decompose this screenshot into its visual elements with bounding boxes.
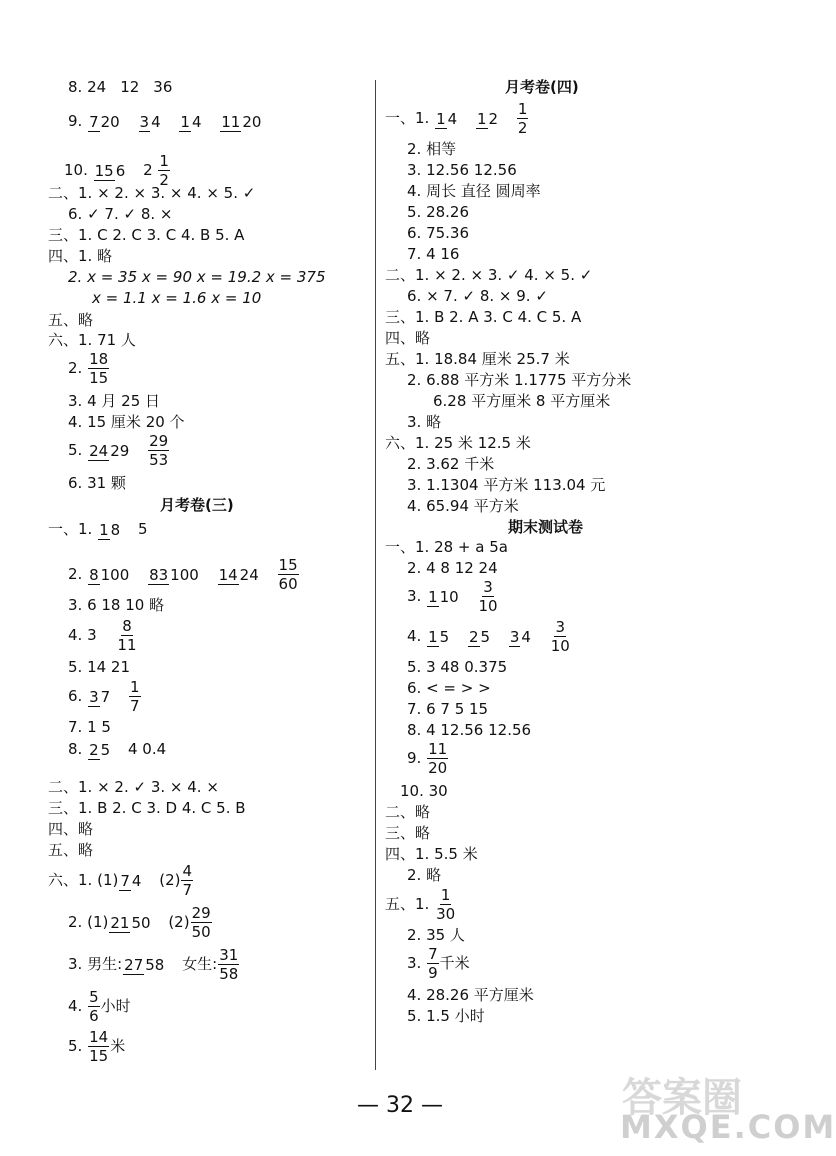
exam3-section-6-4: 4. $\frac{5}{6}$ 小时	[68, 988, 131, 1025]
fraction: $\frac{1}{30}$	[436, 886, 456, 923]
exam3-q2: 2. 8 100 83 100 14 24 $\frac{15}{60}$	[68, 556, 298, 593]
exam4-section-6-2: 2. 3.62 千米	[407, 455, 495, 473]
section-6-2: 2. $\frac{18}{15}$	[68, 350, 109, 387]
final-q3: 3. 1 10 $\frac{3}{10}$	[407, 578, 498, 615]
fraction: $\frac{4}{7}$	[182, 862, 193, 899]
answer-9: 9. 7 20 3 4 1 4 11 20	[68, 112, 262, 131]
fraction: 11 20	[221, 112, 262, 131]
exam4-section-5-1: 五、1. 18.84 厘米 25.7 米	[385, 350, 570, 368]
final-section-3: 三、略	[385, 824, 431, 842]
section-4-2b: x = 1.1 x = 1.6 x = 10	[92, 289, 262, 307]
exam3-q8: 8. 2 5 4 0.4	[68, 740, 167, 759]
section-6-4: 4. 15 厘米 20 个	[68, 413, 185, 431]
exam4-q6: 6. 75.36	[407, 224, 470, 242]
exam4-section-3: 三、1. B 2. A 3. C 4. C 5. A	[385, 308, 582, 326]
exam4-q5: 5. 28.26	[407, 203, 470, 221]
fraction: 3 4	[509, 627, 531, 646]
exam4-q3: 3. 12.56 12.56	[407, 161, 517, 179]
exam3-section-6-3: 3. 男生: 27 58 女生: $\frac{31}{58}$	[68, 946, 239, 983]
fraction: 3 4	[139, 112, 161, 131]
final-q2: 2. 4 8 12 24	[407, 559, 498, 577]
section-4-2a: 2. x = 35 x = 90 x = 19.2 x = 375	[68, 268, 326, 286]
exam4-q7: 7. 4 16	[407, 245, 460, 263]
final-section-5-3: 3. $\frac{7}{9}$ 千米	[407, 945, 470, 982]
final-section-5-5: 5. 1.5 小时	[407, 1007, 485, 1025]
exam4-section-5-2a: 2. 6.88 平方米 1.1775 平方分米	[407, 371, 632, 389]
fraction: 14 24	[218, 565, 259, 584]
section-6-5: 5. 24 29 $\frac{29}{53}$	[68, 432, 169, 469]
section-3: 三、1. C 2. C 3. C 4. B 5. A	[48, 226, 245, 244]
final-q10: 10. 30	[400, 782, 448, 800]
final-section-5-4: 4. 28.26 平方厘米	[407, 986, 534, 1004]
exam4-q4: 4. 周长 直径 圆周率	[407, 182, 541, 200]
page-number: — 32 —	[357, 1093, 443, 1118]
answer-8: 8. 24 12 36	[68, 78, 173, 96]
section-4-1: 四、1. 略	[48, 247, 113, 265]
exam4-section-4: 四、略	[385, 329, 431, 347]
section-5: 五、略	[48, 311, 94, 329]
section-6-3: 3. 4 月 25 日	[68, 392, 161, 410]
watermark-logo: 答案圈	[622, 1075, 742, 1121]
fraction: 2 5	[89, 740, 111, 759]
exam3-section-5: 五、略	[48, 841, 94, 859]
exam3-q5: 5. 14 21	[68, 658, 131, 676]
final-q5: 5. 3 48 0.375	[407, 658, 508, 676]
fraction: $\frac{15}{60}$	[278, 556, 298, 593]
final-section-5-1: 五、1. $\frac{1}{30}$	[385, 886, 456, 923]
answer-10: 10. 15 6 2 $\frac{1}{2}$	[64, 152, 169, 189]
fraction: 7 20	[89, 112, 120, 131]
exam4-section-2a: 二、1. × 2. × 3. ✓ 4. × 5. ✓	[385, 266, 593, 284]
exam4-section-6-1: 六、1. 25 米 12.5 米	[385, 434, 531, 452]
section-6-1: 六、1. 71 人	[48, 331, 136, 349]
fraction: $\frac{8}{11}$	[117, 617, 137, 654]
final-section-4-2: 2. 略	[407, 866, 442, 884]
fraction: 1 2	[476, 109, 499, 128]
fraction: $\frac{31}{58}$	[219, 946, 239, 983]
exam3-title: 月考卷(三)	[160, 496, 234, 514]
fraction: $\frac{14}{15}$	[89, 1028, 109, 1065]
fraction: $\frac{7}{9}$	[428, 945, 438, 982]
final-q7: 7. 6 7 5 15	[407, 700, 489, 718]
exam3-q7: 7. 1 5	[68, 718, 111, 736]
exam3-q3: 3. 6 18 10 略	[68, 596, 165, 614]
fraction: $\frac{3}{10}$	[550, 618, 570, 655]
fraction: $\frac{11}{20}$	[428, 740, 448, 777]
fraction: $\frac{1}{2}$	[517, 100, 528, 137]
final-q4: 4. 1 5 2 5 3 4 $\frac{3}{10}$	[407, 618, 570, 655]
fraction: 1 10	[428, 587, 459, 606]
fraction: 1 4	[436, 109, 458, 128]
exam3-q4: 4. 3 $\frac{8}{11}$	[68, 617, 137, 654]
fraction: $\frac{1}{2}$	[159, 152, 169, 189]
fraction: 1 4	[180, 112, 202, 131]
final-title: 期末测试卷	[508, 518, 584, 536]
section-6-6: 6. 31 颗	[68, 474, 126, 492]
fraction: $\frac{3}{10}$	[478, 578, 498, 615]
fraction: 3 7	[89, 687, 111, 706]
final-section-2: 二、略	[385, 803, 431, 821]
exam3-section-2: 二、1. × 2. ✓ 3. × 4. ×	[48, 778, 219, 796]
fraction: $\frac{5}{6}$	[89, 988, 99, 1025]
exam3-section-3: 三、1. B 2. C 3. D 4. C 5. B	[48, 799, 246, 817]
exam4-title: 月考卷(四)	[505, 78, 579, 96]
fraction: 2 5	[468, 627, 491, 646]
exam3-q1: 一、1. 1 8 5	[48, 520, 148, 539]
final-q6: 6. < = > >	[407, 679, 491, 697]
watermark-site: MXQE.COM	[620, 1108, 836, 1146]
exam4-q1: 一、1. 1 4 1 2 $\frac{1}{2}$	[385, 100, 528, 137]
fraction: 27 58	[124, 955, 165, 974]
fraction: $\frac{29}{53}$	[149, 432, 169, 469]
section-2-line1: 二、1. × 2. × 3. × 4. × 5. ✓	[48, 184, 256, 202]
exam3-section-6-2: 2. (1) 21 50 (2) $\frac{29}{50}$	[68, 904, 211, 941]
column-divider	[375, 80, 376, 1070]
exam3-q6: 6. 3 7 $\frac{1}{7}$	[68, 678, 140, 715]
fraction: $\frac{1}{7}$	[129, 678, 140, 715]
fraction: 24 29	[89, 441, 130, 460]
exam4-section-2b: 6. × 7. ✓ 8. × 9. ✓	[407, 287, 548, 305]
fraction: 15 6	[94, 161, 126, 180]
exam4-section-6-4: 4. 65.94 平方米	[407, 497, 519, 515]
fraction: 7 4	[120, 871, 142, 890]
final-q8: 8. 4 12.56 12.56	[407, 721, 532, 739]
final-q9: 9. $\frac{11}{20}$	[407, 740, 448, 777]
section-2-line2: 6. ✓ 7. ✓ 8. ×	[68, 205, 173, 223]
exam4-section-6-3: 3. 1.1304 平方米 113.04 元	[407, 476, 606, 494]
fraction: 21 50	[110, 913, 151, 932]
fraction: 1 5	[428, 627, 450, 646]
final-section-4-1: 四、1. 5.5 米	[385, 845, 478, 863]
final-q1: 一、1. 28 + a 5a	[385, 538, 508, 556]
fraction: $\frac{18}{15}$	[89, 350, 109, 387]
exam3-section-6-1: 六、1. (1) 7 4 (2) $\frac{4}{7}$	[48, 862, 193, 899]
final-section-5-2: 2. 35 人	[407, 926, 465, 944]
exam4-section-5-3: 3. 略	[407, 413, 442, 431]
exam4-section-5-2b: 6.28 平方厘米 8 平方厘米	[433, 392, 611, 410]
exam3-section-4: 四、略	[48, 820, 94, 838]
exam4-q2: 2. 相等	[407, 140, 457, 158]
exam3-section-6-5: 5. $\frac{14}{15}$ 米	[68, 1028, 126, 1065]
fraction: 8 100	[89, 565, 130, 584]
fraction: $\frac{29}{50}$	[191, 904, 211, 941]
fraction: 1 8	[99, 520, 121, 539]
fraction: 83 100	[149, 565, 199, 584]
